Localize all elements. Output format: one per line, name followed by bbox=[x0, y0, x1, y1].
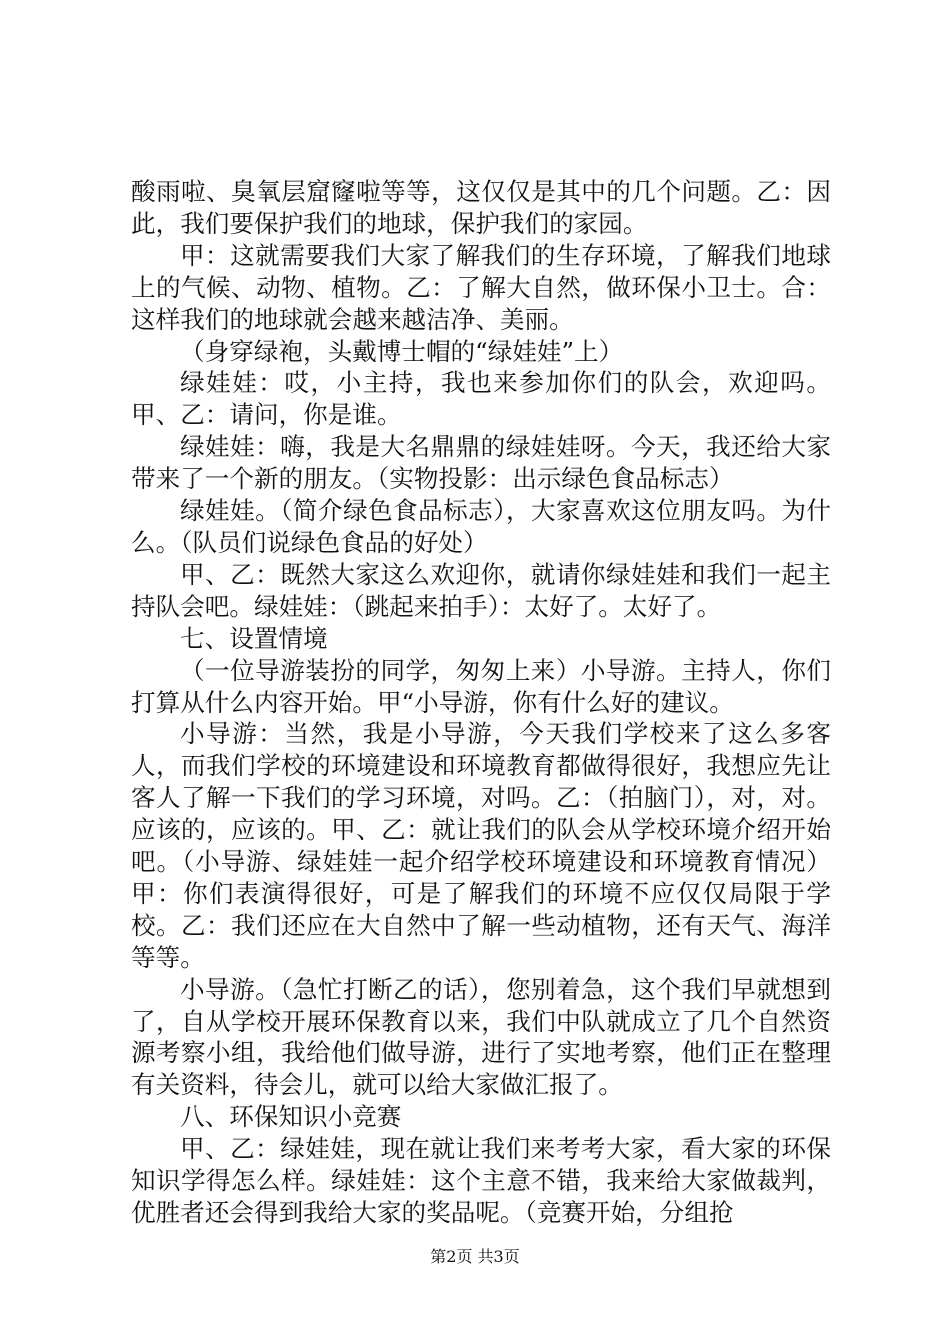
section-heading-7: 七、设置情境 bbox=[180, 623, 328, 653]
paragraph-2: 甲：这就需要我们大家了解我们的生存环境，了解我们地球上的气候、动物、植物。乙：了解大自然，做环保小卫士。合：这样我们的地球就会越来越洁净、美丽。 bbox=[131, 240, 831, 334]
paragraph-7: 甲、乙：既然大家这么欢迎你，就请你绿娃娃和我们一起主持队会吧。绿娃娃：（跳起来拍手）：太好了。太好了。 bbox=[131, 559, 831, 621]
paragraph-5: 绿娃娃：嗨，我是大名鼎鼎的绿娃娃呀。今天，我还给大家带来了一个新的朋友。（实物投影：出示绿色食品标志） bbox=[131, 432, 831, 494]
paragraph-11: 小导游。（急忙打断乙的话），您别着急，这个我们早就想到了，自从学校开展环保教育以来，我们中队就成立了几个自然资源考察小组，我给他们做导游，进行了实地考察，他们正在整理有关资料，待会儿，就可以给大家做汇报了。 bbox=[131, 974, 831, 1100]
paragraph-6: 绿娃娃。（简介绿色食品标志），大家喜欢这位朋友吗。为什么。（队员们说绿色食品的好处） bbox=[131, 496, 831, 557]
paragraph-10: 小导游：当然，我是小导游，今天我们学校来了这么多客人，而我们学校的环境建设和环境教育都做得很好，我想应先让客人了解一下我们的学习环境，对吗。乙：（拍脑门），对，对。应该的，应该的。甲、乙：就让我们的队会从学校环境介绍开始吧。（小导游、绿娃娃一起介绍学校环境建设和环境教育情况）甲：你们表演得很好，可是了解我们的环境不应仅仅局限于学校。乙：我们还应在大自然中了解一些动植物，还有天气、海洋等等。 bbox=[131, 719, 831, 972]
paragraph-3: （身穿绿袍，头戴博士帽的“绿娃娃”上） bbox=[180, 336, 624, 366]
page-footer: 第2页 共3页 bbox=[430, 1247, 520, 1266]
paragraph-9: （一位导游装扮的同学，匆匆上来）小导游。主持人，你们打算从什么内容开始。甲“小导游，你有什么好的建议。 bbox=[131, 655, 831, 717]
section-heading-8: 八、环保知识小竞赛 bbox=[180, 1102, 402, 1132]
paragraph-13: 甲、乙：绿娃娃，现在就让我们来考考大家，看大家的环保知识学得怎么样。绿娃娃：这个主意不错，我来给大家做裁判，优胜者还会得到我给大家的奖品呢。（竞赛开始，分组抢 bbox=[131, 1134, 831, 1227]
document-body bbox=[131, 176, 831, 1229]
paragraph-4: 绿娃娃：哎，小主持，我也来参加你们的队会，欢迎吗。甲、乙：请问，你是谁。 bbox=[131, 368, 831, 430]
paragraph-1: 酸雨啦、臭氧层窟窿啦等等，这仅仅是其中的几个问题。乙：因此，我们要保护我们的地球，保护我们的家园。 bbox=[131, 177, 831, 238]
